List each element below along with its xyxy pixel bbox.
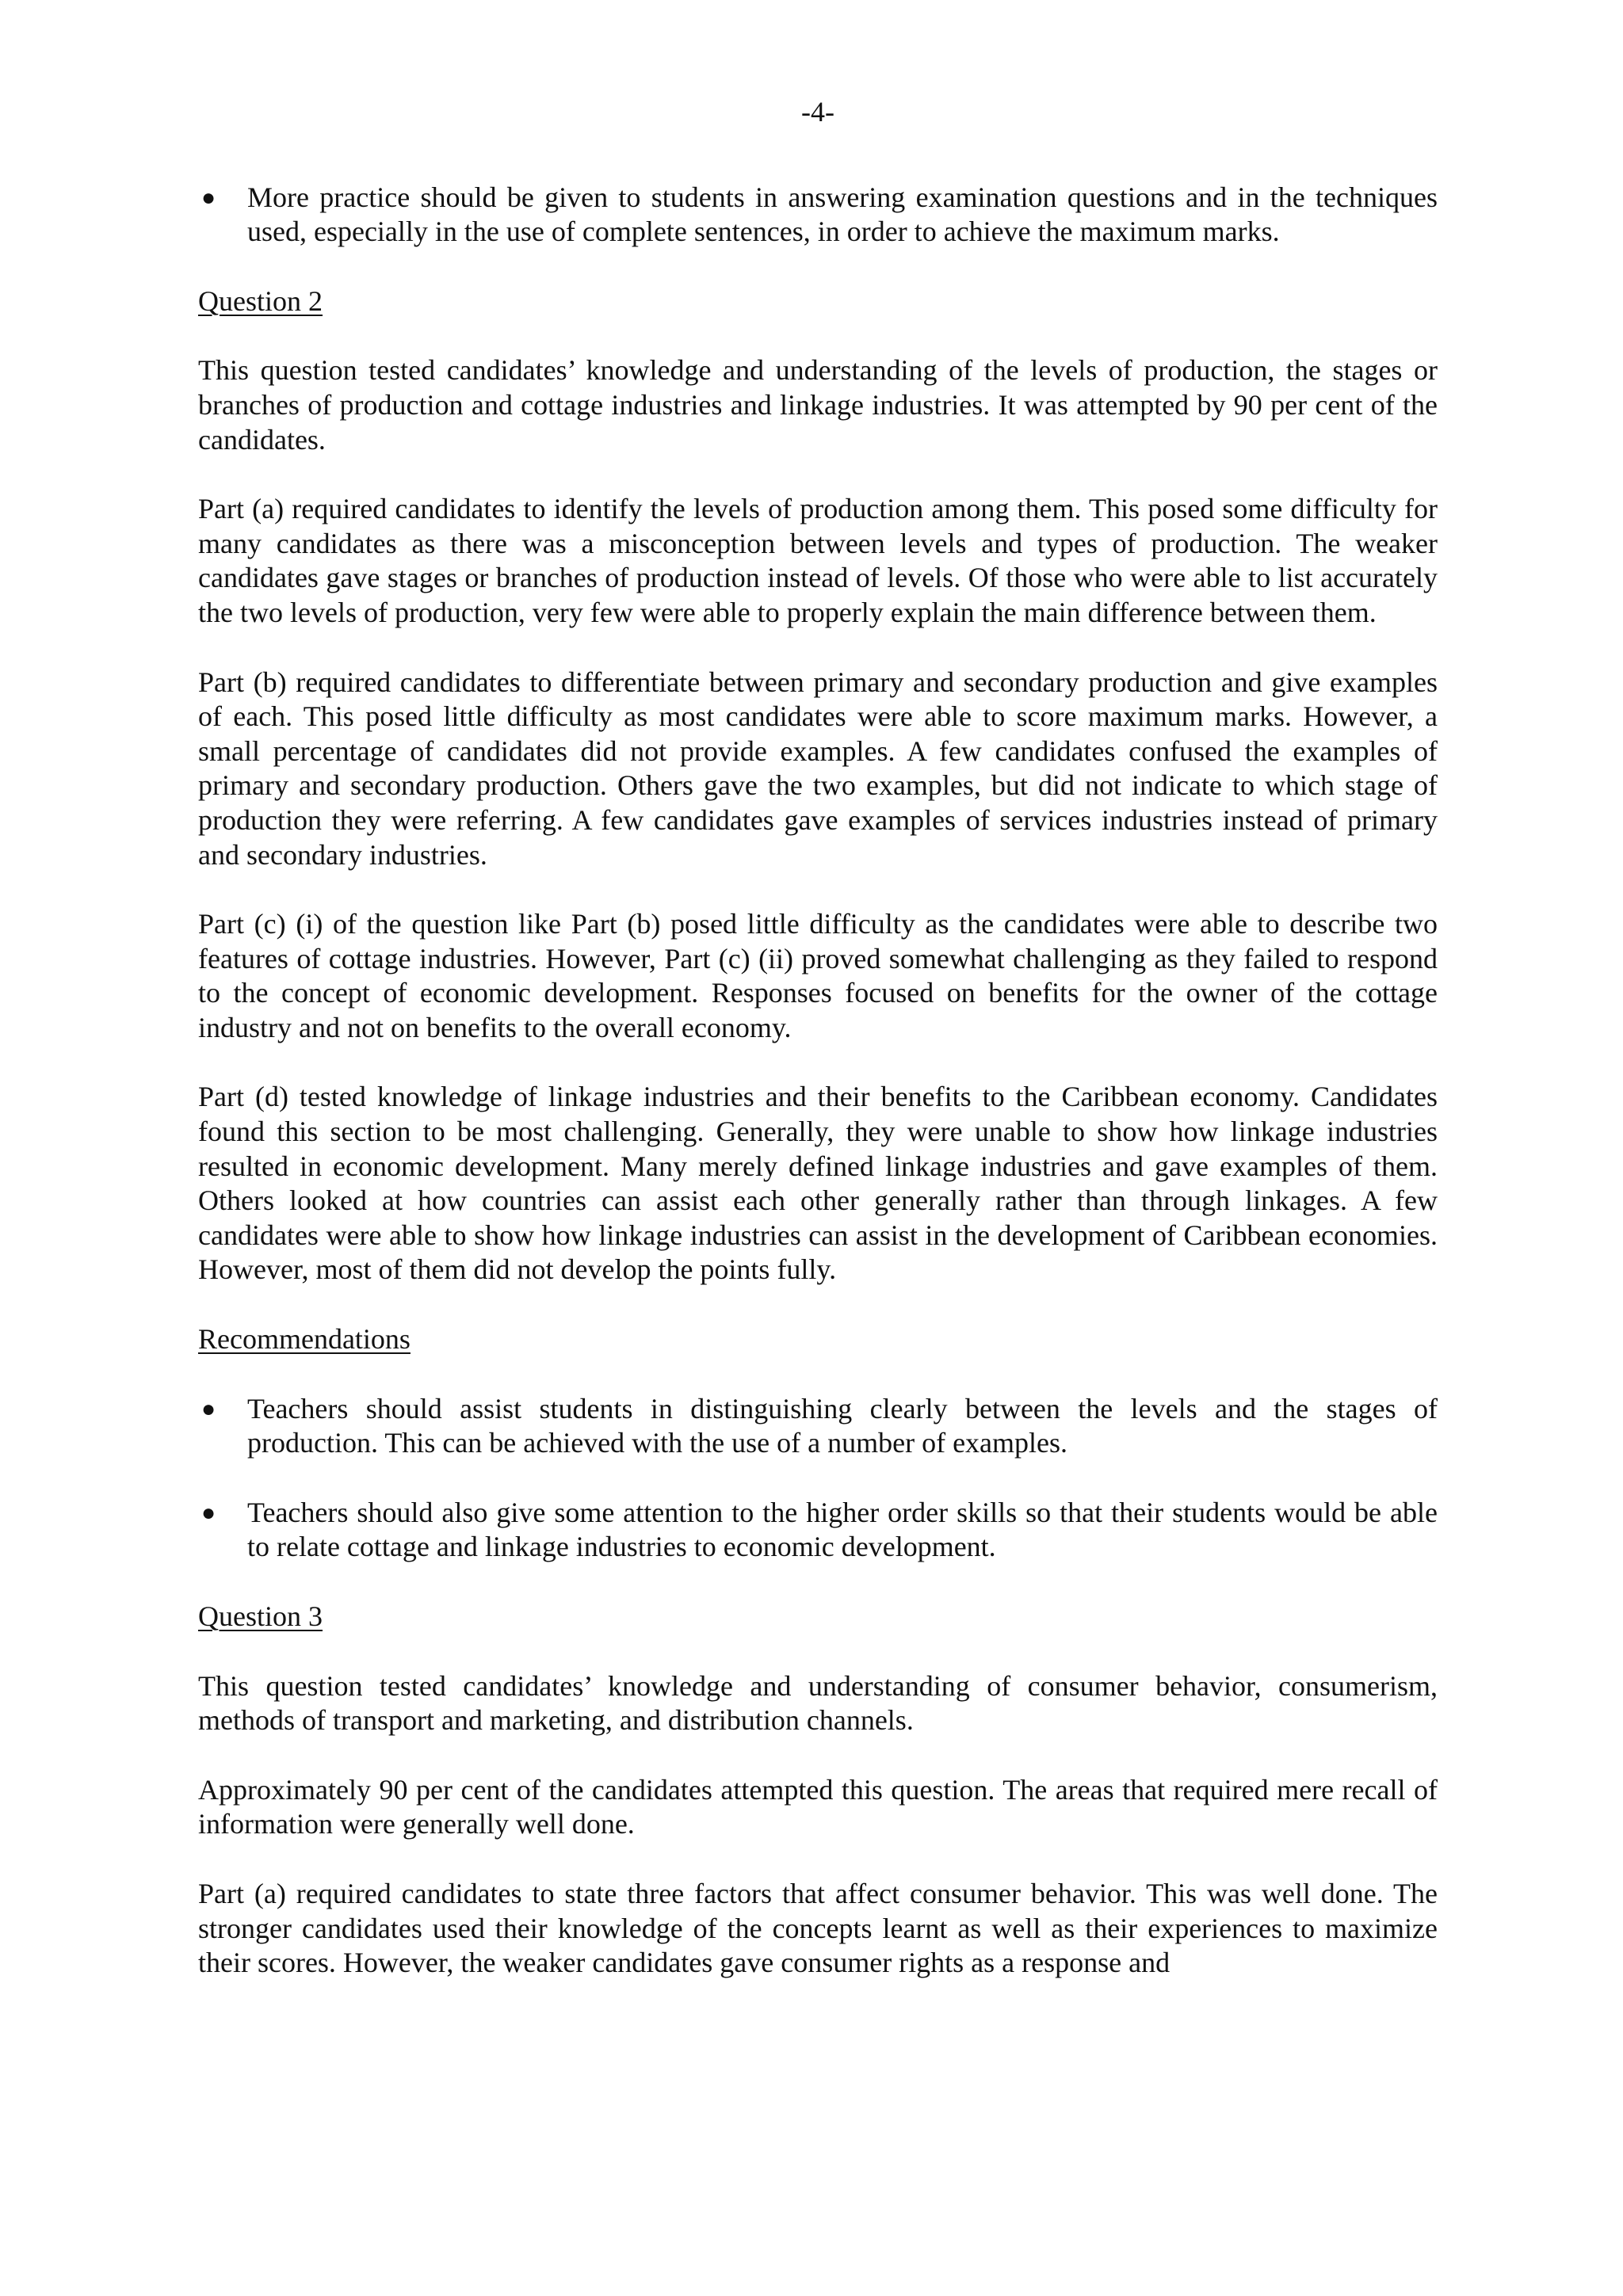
- document-page: [198, 95, 1438, 2016]
- bullet-icon: ●: [201, 184, 216, 211]
- list-item: [198, 181, 1438, 250]
- section-heading-recommendations: Recommendations: [198, 1323, 411, 1356]
- list-item: [198, 1392, 1438, 1461]
- recommendations-bullet-list: [198, 1392, 1438, 1565]
- section-heading-question-2: Question 2: [198, 284, 323, 317]
- bullet-text: Teachers should also give some attention to the higher order skills so that their students would be able to relate cottage and linkage industries to economic development.: [247, 1496, 1438, 1563]
- paragraph: Part (a) required candidates to state three factors that affect consumer behavior. This was well done. The stronger candidates used their knowledge of the concepts learnt as well as their experiences to maximize their scores. However, the weaker candidates gave consumer rights as a response and: [198, 1877, 1438, 1979]
- section-heading-question-3: Question 3: [198, 1600, 323, 1632]
- paragraph: This question tested candidates’ knowledge and understanding of consumer behavior, consumerism, methods of transport and marketing, and distribution channels.: [198, 1669, 1438, 1737]
- bullet-text: More practice should be given to students in answering examination questions and in the techniques used, especially in the use of complete sentences, in order to achieve the maximum marks.: [247, 181, 1438, 248]
- list-item: [198, 1496, 1438, 1565]
- paragraph: Part (c) (i) of the question like Part (b) posed little difficulty as the candidates were able to describe two features of cottage industries. However, Part (c) (ii) proved somewhat challenging as they failed to respond to the concept of economic development. Responses focused on benefits for the owner of the cottage industry and not on benefits to the overall economy.: [198, 908, 1438, 1043]
- paragraph: Part (b) required candidates to differentiate between primary and secondary production and give examples of each. This posed little difficulty as most candidates were able to score maximum marks. However, a small percentage of candidates did not provide examples. A few candidates confused the examples of primary and secondary production. Others gave the two examples, but did not indicate to which stage of production they were referring. A few candidates gave examples of services industries instead of primary and secondary industries.: [198, 666, 1438, 871]
- page-number: -4-: [801, 96, 834, 128]
- paragraph: Part (a) required candidates to identify the levels of production among them. This posed some difficulty for many candidates as there was a misconception between levels and types of production. The weaker candidates gave stages or branches of production instead of levels. Of those who were able to list accurately the two levels of production, very few were able to properly explain the main difference between them.: [198, 493, 1438, 628]
- paragraph: Part (d) tested knowledge of linkage industries and their benefits to the Caribbean economy. Candidates found this section to be most challenging. Generally, they were unable to show how linkage industries resulted in economic development. Many merely defined linkage industries and gave examples of them. Others looked at how countries can assist each other generally rather than through linkages. A few candidates were able to show how linkage industries can assist in the development of Caribbean economies. However, most of them did not develop the points fully.: [198, 1081, 1438, 1286]
- bullet-text: Teachers should assist students in distinguishing clearly between the levels and the stages of production. This can be achieved with the use of a number of examples.: [247, 1392, 1438, 1459]
- paragraph: This question tested candidates’ knowledge and understanding of the levels of production, the stages or branches of production and cottage industries and linkage industries. It was attempted by 90 per cent of the candidates.: [198, 354, 1438, 456]
- bullet-icon: ●: [201, 1499, 216, 1526]
- paragraph: Approximately 90 per cent of the candidates attempted this question. The areas that required mere recall of information were generally well done.: [198, 1773, 1438, 1840]
- bullet-icon: ●: [201, 1395, 216, 1422]
- intro-bullet-list: [198, 181, 1438, 250]
